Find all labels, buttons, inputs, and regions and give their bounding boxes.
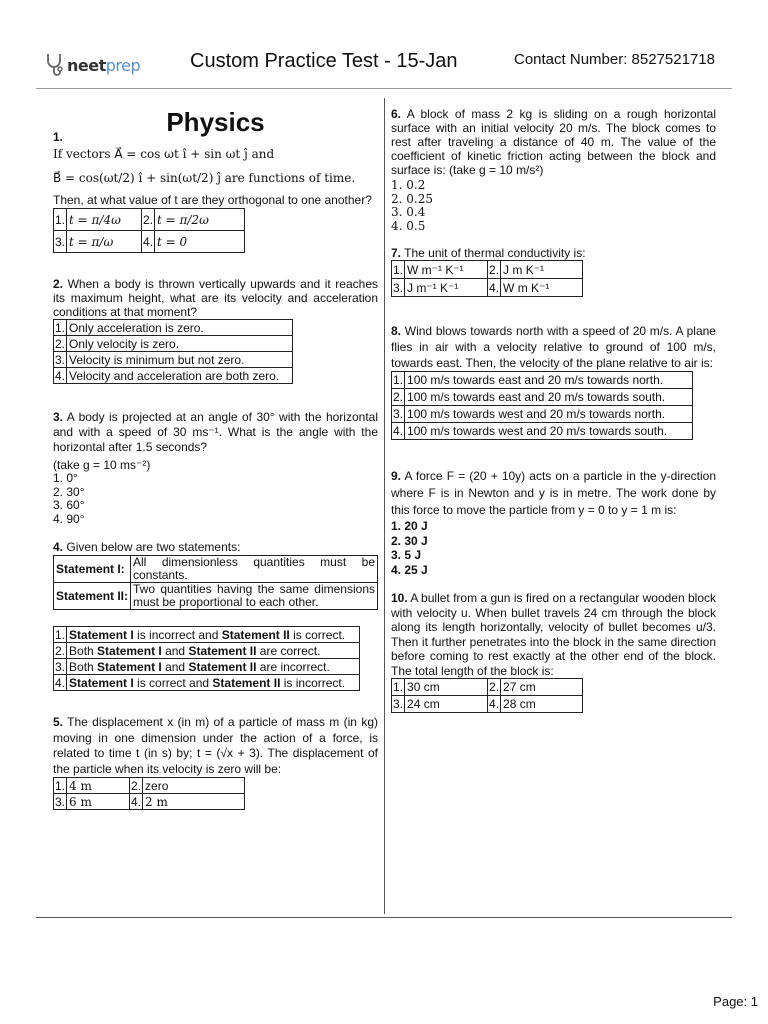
question-number: 6. [391,107,402,121]
left-column [53,104,378,810]
option-number: 4. [55,675,66,690]
options-table [391,371,693,440]
neetprep-logo [44,52,140,78]
question-number: 3. [53,410,64,424]
option-3[interactable]: 3. 60° [53,498,85,512]
question-text: A force F = (20 + 10y) acts on a particle in the y-direction where F is in Newton and y is in metre. The work done by this force to move the particle from y = 0 to y = 1 m is: [391,469,717,517]
question-5 [53,715,378,810]
option-1[interactable]: W m⁻¹ K⁻¹ [405,261,488,279]
option-4[interactable]: 100 m/s towards west and 20 m/s towards south. [405,423,693,440]
question-text: Wind blows towards north with a speed of 20 m/s. A plane flies in air with a velocity relative to ground of 100 m/s, towards east. Then, the velocity of the plane relative to air is: [391,324,716,370]
option-number: 1. [393,373,404,387]
option-2[interactable]: 2. 0.25 [391,191,433,206]
option-number: 1. [393,680,404,694]
question-number: 4. [53,540,64,554]
option-2[interactable]: Only velocity is zero. [67,336,293,352]
question-9 [391,468,716,577]
option-1[interactable]: 4 m [67,778,130,794]
question-number: 10. [391,591,408,605]
option-2[interactable]: 2. 30 J [391,533,428,548]
footer-divider [36,917,732,918]
option-4[interactable]: 4. 25 J [391,562,428,577]
option-2[interactable]: 100 m/s towards east and 20 m/s towards south. [405,389,693,406]
option-number: 2. [142,209,155,231]
question-6 [391,107,716,233]
option-1[interactable]: 1. 0.2 [391,178,426,192]
question-number: 1. [53,130,64,144]
options-table [53,626,360,691]
question-text: When a body is thrown vertically upwards and it reaches its maximum height, what are its velocity and acceleration conditions at that moment? [53,277,378,319]
option-1[interactable]: Statement I is incorrect and Statement II is correct. [67,627,360,643]
options-table [53,319,293,384]
option-1[interactable]: 30 cm [405,679,488,696]
option-1[interactable]: Only acceleration is zero. [67,320,293,336]
question-text: A body is projected at an angle of 30° with the horizontal and with a speed of 30 ms⁻¹. What is the angle with the horizontal after 1.5 seconds? [53,410,378,454]
option-number: 1. [55,320,66,335]
option-3[interactable]: t = π/ω [67,231,142,253]
logo-text: neetprep [67,55,141,75]
option-4[interactable]: 2 m [143,794,245,810]
option-number: 2. [55,643,66,658]
option-number: 4. [55,368,66,383]
options-table [53,777,245,810]
option-number: 2. [55,336,66,351]
option-number: 1. [54,209,67,231]
question-4 [53,540,378,691]
option-number: 4. [393,424,404,438]
question-text: A block of mass 2 kg is sliding on a rough horizontal surface with an initial velocity 20 m/s. The block comes to rest after traveling a distance of 40 m. The value of the coefficient of kinetic friction acting between the block and surface is: (take g = 10 m/s²) [391,107,717,177]
statement-2-text: Two quantities having the same dimensions must be proportional to each other. [131,583,378,610]
option-2[interactable]: 27 cm [501,679,583,696]
option-number: 1. [55,778,66,793]
option-3[interactable]: 6 m [67,794,130,810]
statement-1-text: All dimensionless quantities must be constants. [131,556,378,583]
option-3[interactable]: 3. 0.4 [391,205,426,219]
test-title: Custom Practice Test - 15-Jan [190,50,458,72]
option-number: 2. [131,778,142,793]
options-table [53,208,245,253]
statements-table [53,555,378,610]
question-text: The unit of thermal conductivity is: [404,246,586,260]
stethoscope-icon [44,52,64,78]
option-number: 3. [393,407,404,421]
question-number: 7. [391,246,402,260]
option-3[interactable]: 100 m/s towards west and 20 m/s towards north. [405,406,693,423]
option-1[interactable]: 1. 20 J [391,519,428,533]
statement-1-label: Statement I: [54,556,131,583]
subject-heading: Physics [166,107,265,137]
option-4[interactable]: 4. 0.5 [391,218,426,233]
option-number: 3. [393,697,404,711]
statement-2-label: Statement II: [54,583,131,610]
option-4[interactable]: Velocity and acceleration are both zero. [67,368,293,384]
option-number: 3. [393,280,404,295]
right-column [391,107,716,713]
question-number: 2. [53,277,64,291]
option-2[interactable]: Both Statement I and Statement II are correct. [67,643,360,659]
question-text: The displacement x (in m) of a particle of mass m (in kg) moving in one dimension under the action of a force, is related to time t (in s) by; t = (√x + 3). The displacement of the particle when its velocity is zero will be: [53,715,378,776]
option-3[interactable]: J m⁻¹ K⁻¹ [405,279,488,297]
question-2 [53,277,378,384]
option-1[interactable]: t = π/4ω [67,209,142,231]
option-number: 4. [489,697,500,711]
question-text: Then, at what value of t are they orthogonal to one another? [53,193,372,207]
question-1 [53,130,378,253]
column-divider [384,98,385,914]
option-2[interactable]: t = π/2ω [155,209,245,231]
option-number: 3. [54,231,67,253]
option-4[interactable]: Statement I is correct and Statement II is incorrect. [67,675,360,691]
options-table [391,260,583,297]
option-number: 4. [489,280,500,295]
question-text: Given below are two statements: [66,540,241,554]
option-4[interactable]: W m K⁻¹ [501,279,583,297]
question-7 [391,246,716,297]
option-4[interactable]: 28 cm [501,696,583,713]
option-4[interactable]: t = 0 [155,231,245,253]
option-number: 4. [131,794,142,809]
option-2[interactable]: J m K⁻¹ [501,261,583,279]
option-number: 2. [393,390,404,404]
option-number: 1. [393,262,404,277]
question-text: If vectors A⃗ = cos ωt î + sin ωt ĵ and [53,147,275,161]
question-number: 5. [53,715,64,729]
option-3[interactable]: 3. 5 J [391,548,422,562]
option-number: 4. [142,231,155,253]
option-2[interactable]: 2. 30° [53,484,85,499]
question-8 [391,323,716,440]
option-number: 3. [55,352,66,367]
option-4[interactable]: 4. 90° [53,511,85,526]
page-number: Page: 1 [713,994,758,1009]
option-3[interactable]: Velocity is minimum but not zero. [67,352,293,368]
option-number: 2. [489,262,500,277]
question-text: B⃗ = cos(ωt/2) î + sin(ωt/2) ĵ are functions of time. [53,171,356,185]
option-1[interactable]: 100 m/s towards east and 20 m/s towards north. [405,372,693,389]
option-number: 3. [55,794,66,809]
option-2[interactable]: zero [143,778,245,794]
option-number: 1. [55,627,66,642]
header-divider [36,88,732,89]
question-10 [391,591,716,713]
option-3[interactable]: 24 cm [405,696,488,713]
option-1[interactable]: 1. 0° [53,471,78,485]
question-3 [53,410,378,526]
contact-number: Contact Number: 8527521718 [514,51,715,68]
question-number: 8. [391,324,402,338]
question-note: (take g = 10 ms⁻²) [53,458,151,472]
question-text: A bullet from a gun is fired on a rectangular wooden block with velocity u. When bullet travels 24 cm through the block along its length horizontally, velocity of bullet becomes u/3. Then it further penetrates into the block in the same direction before coming to rest exactly at the other end of the block. The total length of the block is: [391,591,717,678]
option-number: 3. [55,659,66,674]
question-number: 9. [391,469,402,483]
options-table [391,678,583,713]
option-3[interactable]: Both Statement I and Statement II are incorrect. [67,659,360,675]
option-number: 2. [489,680,500,694]
